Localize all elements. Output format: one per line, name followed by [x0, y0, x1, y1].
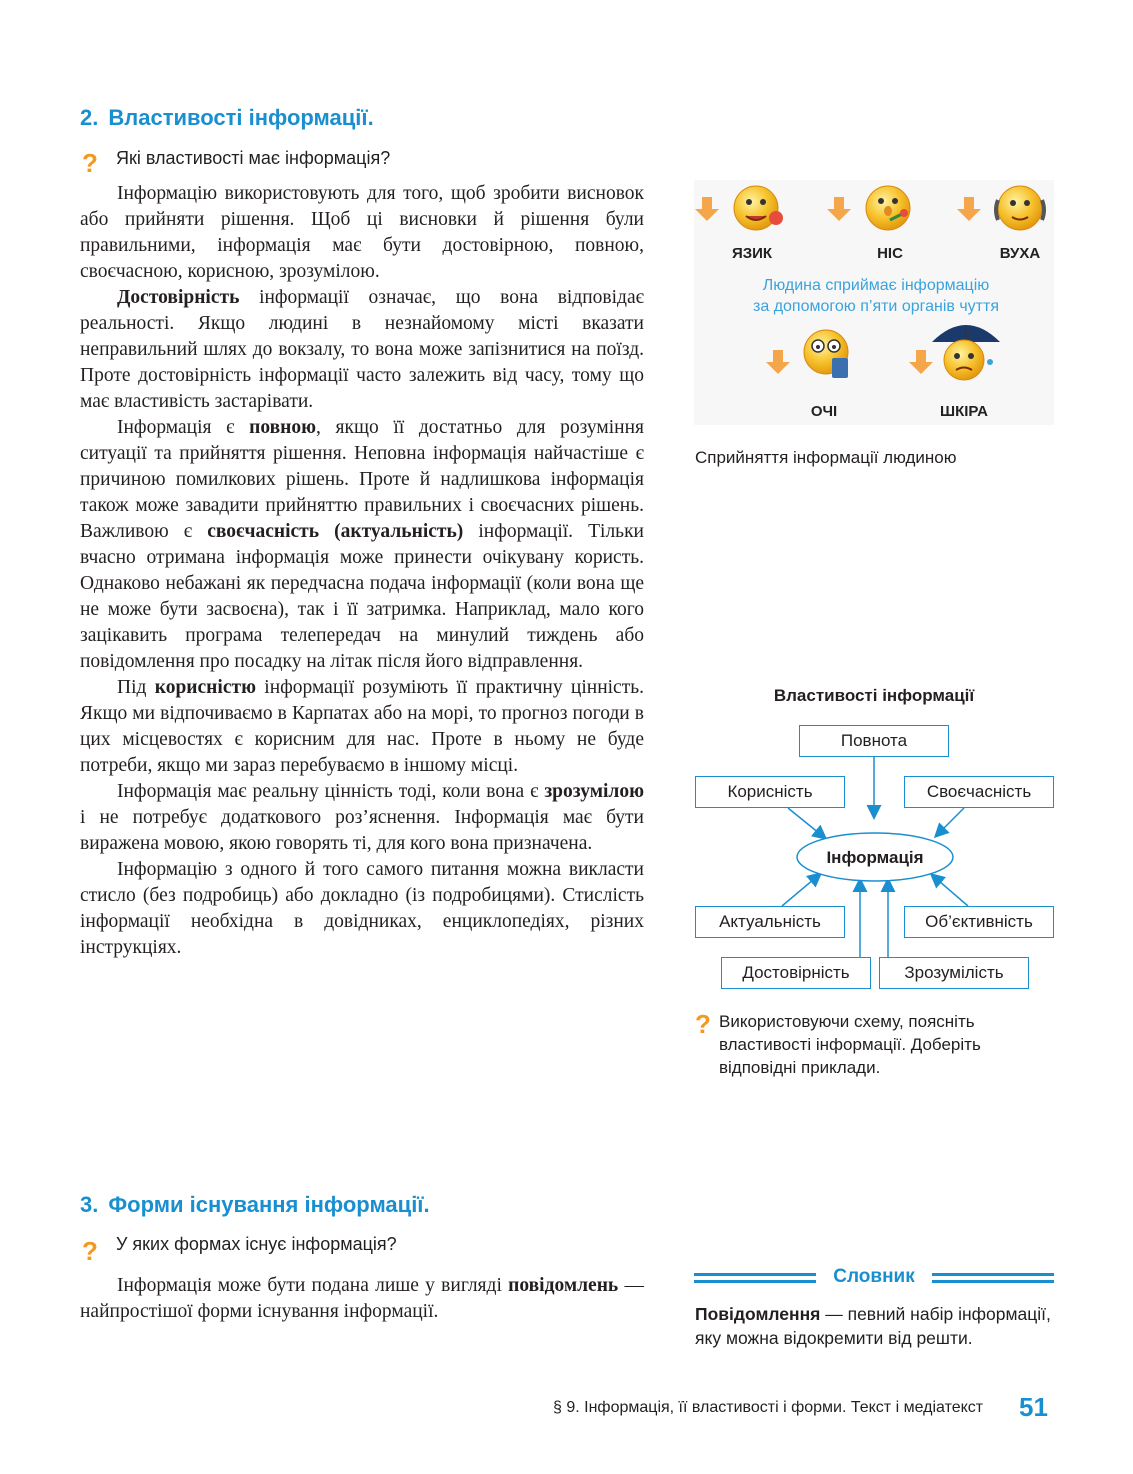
diagram-node-actuality: Актуальність — [695, 906, 845, 938]
term-reliability: Достовірність — [117, 287, 240, 308]
glossary-entry — [695, 1302, 1055, 1350]
term-messages: повідомлень — [508, 1275, 619, 1296]
question-icon: ? — [82, 1236, 98, 1266]
glossary-header — [694, 1268, 1054, 1290]
term-clarity: зрозумілою — [544, 781, 644, 802]
page-number: 51 — [1019, 1392, 1048, 1422]
diagram-node-clarity: Зрозумілість — [879, 957, 1029, 989]
diagram-node-completeness: Повнота — [799, 725, 949, 757]
paragraph — [80, 779, 644, 857]
glossary-rule — [694, 1273, 816, 1276]
sense-label: ОЧІ — [810, 403, 838, 420]
running-footer: § 9. Інформація, її властивості і форми. Текст і медіатекст — [553, 1399, 984, 1416]
arrow-line — [932, 875, 968, 906]
paragraph: Інформацію з одного й того самого питання можна викласти стисло (без подробиць) або докладно (із подробицями). Стислість інформації необхідна в довідниках, енциклопедіях, різних інструкціях. — [80, 859, 644, 958]
term-completeness: повною — [249, 417, 317, 438]
paragraph: Інформацію використовують для того, щоб зробити висновок або прийняти рішення. Щоб ці висновки й рішення були правильними, інформація має бути достовірною, повною, своєчасною, корисною, зрозумілою. — [80, 183, 644, 282]
paragraph — [80, 1273, 644, 1325]
arrow-line — [782, 874, 820, 906]
glossary-title: Словник — [833, 1266, 915, 1287]
section-2-heading — [80, 105, 374, 131]
side-question-text: Використовуючи схему, поясніть властивості інформації. Доберіть відповідні приклади. — [719, 1012, 981, 1077]
paragraph-text: інформації розуміють її практичну цінність. Якщо ми відпочиваємо в Карпатах або на морі, то прогноз погоди в цих місцевостях є корисним для нас. Проте в ньому не буде потреби, якщо ми зараз перебуваємо в іншому місці. — [80, 677, 644, 776]
diagram-node-reliability: Достовірність — [721, 957, 871, 989]
paragraph-text: і не потребує додаткового роз’яснення. Інформація має бути виражена мовою, якою говорять ті, для кого вона призначена. — [80, 807, 644, 854]
arrow-line — [936, 808, 964, 836]
senses-illustration — [694, 180, 1054, 425]
senses-text-line: за допомогою п’яти органів чуття — [753, 298, 999, 315]
diagram-arrows — [690, 720, 1060, 995]
section-3-heading — [80, 1192, 430, 1218]
paragraph — [80, 285, 644, 415]
arrow-down-icon — [695, 197, 719, 221]
paragraph-text: інформації означає, що вона відповідає реальності. Якщо людині в незнайомому місті вказати неправильний шлях до вокзалу, то вона може запізнитися на поїзд. Проте достовірність інформації часто залежить від часу, тому що має властивість застарівати. — [80, 287, 644, 412]
glossary-rule — [694, 1280, 816, 1283]
paragraph-text: Під — [117, 677, 155, 698]
arrow-down-icon — [766, 350, 790, 374]
skin-face-icon — [932, 325, 1000, 380]
figure-caption: Сприйняття інформації людиною — [695, 448, 957, 467]
paragraph-text: — найпростішої форми існування інформації. — [80, 1275, 644, 1322]
tongue-face-icon — [734, 186, 783, 230]
section-2-body — [80, 181, 644, 961]
section-title: Форми існування інформації. — [108, 1192, 430, 1217]
term-timeliness: своєчасність (актуальність) — [207, 521, 464, 542]
section-number: 2. — [80, 105, 99, 130]
eyes-face-icon — [804, 330, 848, 378]
senses-text-line: Людина сприймає інформацію — [762, 277, 990, 294]
glossary-term: Повідомлення — [695, 1304, 821, 1324]
question-icon: ? — [82, 148, 98, 178]
ear-face-icon — [996, 186, 1044, 230]
glossary-rule — [932, 1280, 1054, 1283]
section-2-question: Які властивості має інформація? — [116, 148, 391, 168]
section-3-question: У яких формах існує інформація? — [116, 1234, 397, 1254]
diagram-title: Властивості інформації — [773, 686, 975, 705]
paragraph-text: інформації. Тільки вчасно отримана інформація може принести очікувану користь. Однаково небажані як передчасна подача інформації (коли вона ще не може бути засвоєна), так і її затримка. Наприклад, мало кого зацікавить програма телепередач на минулий тиждень або повідомлення про посадку на літак після його відправлення. — [80, 521, 644, 672]
paragraph-text: Інформація є — [117, 417, 250, 438]
sense-label: НІС — [877, 245, 903, 262]
sense-label: ВУХА — [999, 245, 1041, 262]
question-icon: ? — [695, 1009, 711, 1039]
section-title: Властивості інформації. — [108, 105, 374, 130]
sense-label: ЯЗИК — [731, 245, 773, 262]
senses-figure — [694, 180, 1054, 425]
diagram-node-objectivity: Об’єктивність — [904, 906, 1054, 938]
nose-face-icon — [866, 186, 910, 230]
term-usefulness: корисністю — [154, 677, 256, 698]
paragraph-text: , якщо її достатньо для розуміння ситуації та прийняття рішення. Неповна інформація найчастіше є причиною помилкових рішень. Проте й надлишкова інформація також може завадити прийняттю правильних і своєчасних рішень. Важливою є — [80, 417, 644, 542]
arrow-down-icon — [957, 197, 981, 221]
diagram-node-usefulness: Корисність — [695, 776, 845, 808]
glossary-definition: — певний набір інформації, яку можна відокремити від решти. — [695, 1304, 1051, 1348]
arrow-down-icon — [827, 197, 851, 221]
glossary-rule — [932, 1273, 1054, 1276]
diagram-center-label: Інформація — [826, 848, 924, 867]
paragraph — [80, 415, 644, 675]
paragraph — [80, 675, 644, 779]
section-3-body — [80, 1273, 644, 1325]
diagram-node-timeliness: Своєчасність — [904, 776, 1054, 808]
paragraph-text: Інформація може бути подана лише у вигляді — [117, 1275, 509, 1296]
section-number: 3. — [80, 1192, 99, 1217]
arrow-line — [788, 808, 825, 838]
sense-label: ШКІРА — [940, 403, 988, 420]
arrow-down-icon — [909, 350, 933, 374]
paragraph-text: Інформація має реальну цінність тоді, коли вона є — [117, 781, 545, 802]
